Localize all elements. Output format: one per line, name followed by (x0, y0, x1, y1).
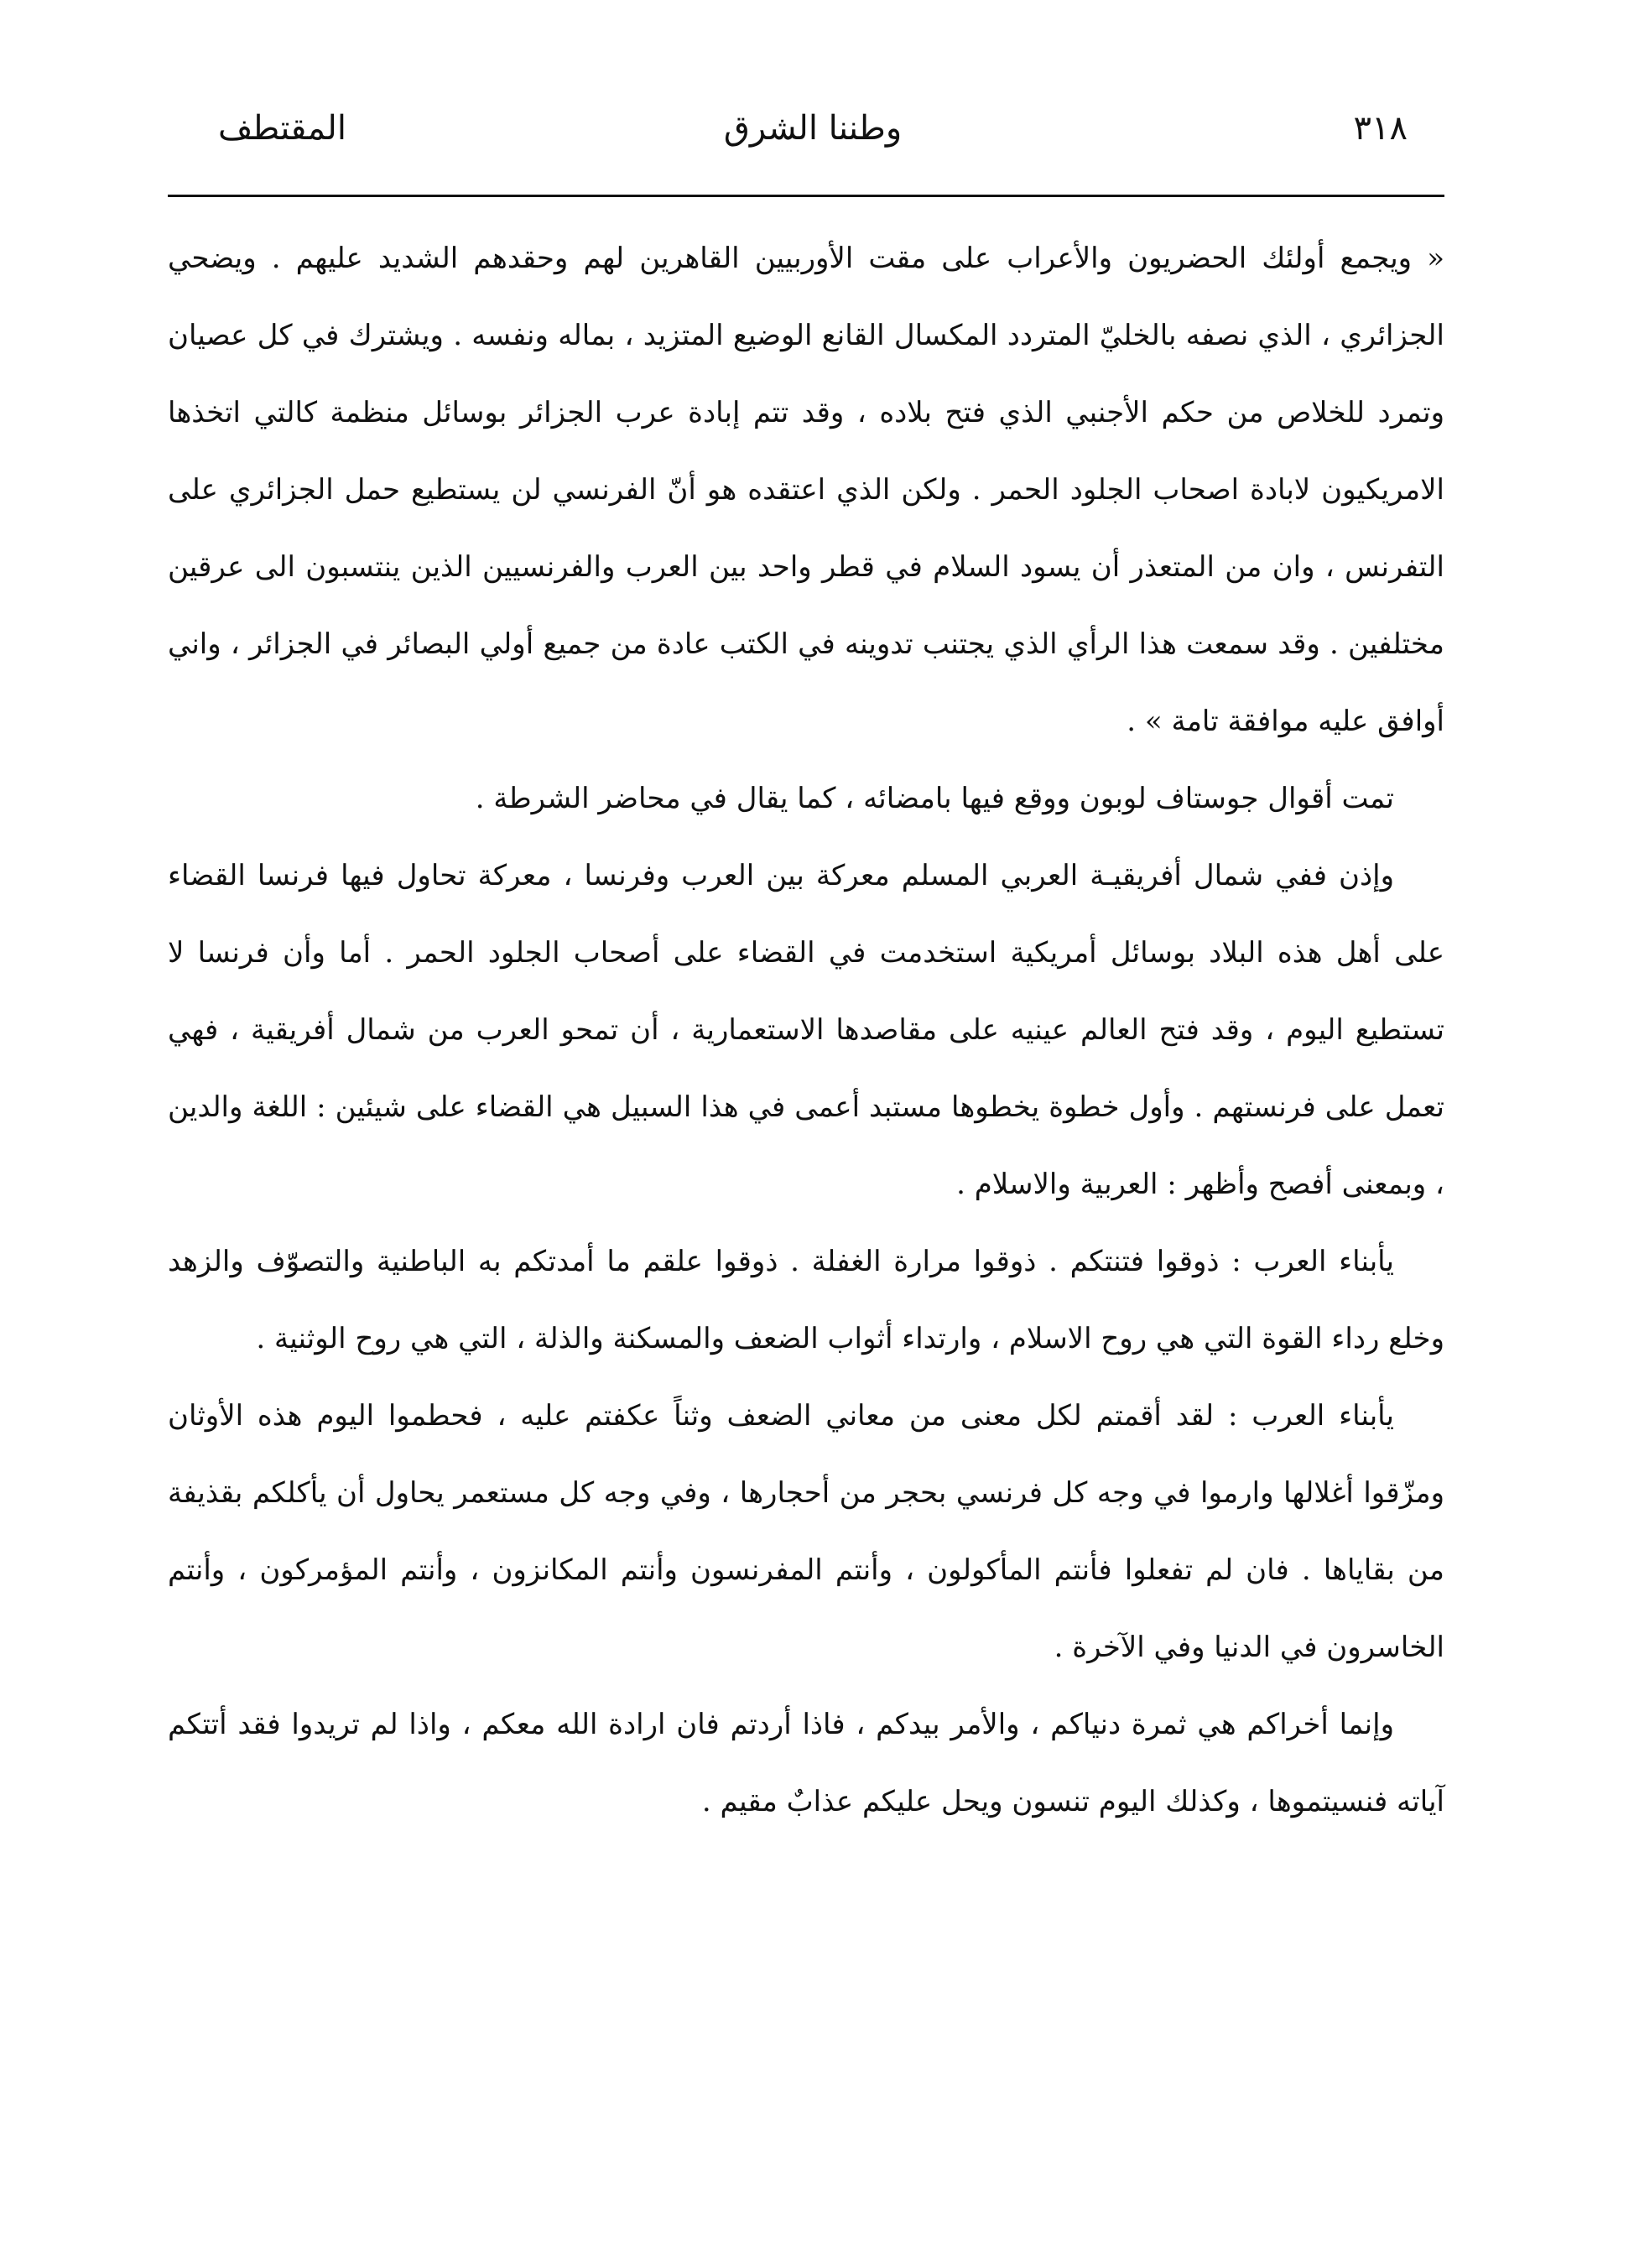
paragraph: وإنما أخراكم هي ثمرة دنياكم ، والأمر بيدكم ، فاذا أردتم فان ارادة الله معكم ، واذا لم تريدوا فقد أتتكم آياته فنسيتموها ، وكذلك اليوم تنسون ويحل عليكم عذابٌ مقيم . (168, 1708, 1444, 1818)
paragraph: تمت أقوال جوستاف لوبون ووقع فيها بامضائه ، كما يقال في محاضر الشرطة . (475, 782, 1394, 815)
page-number: ٣١٨ (1353, 109, 1408, 148)
magazine-name: المقتطف (218, 109, 346, 148)
article-title: وطننا الشرق (723, 109, 903, 148)
paragraph-quote: « ويجمع أولئك الحضريون والأعراب على مقت الأوربيين القاهرين لهم وحقدهم الشديد عليهم . ويضحي الجزائري ، الذي نصفه بالخليّ المتردد المكسال القانع الوضيع المتزيد ، بماله ونفسه . ويشترك في كل عصيان وتمرد للخلاص من حكم الأجنبي الذي فتح بلاده ، وقد تتم إبادة عرب الجزائر بوسائل منظمة كالتي اتخذها الامريكيون لابادة اصحاب الجلود الحمر . ولكن الذي اعتقده هو أنّ الفرنسي لن يستطيع حمل الجزائري على التفرنس ، وان من المتعذر أن يسود السلام في قطر واحد بين العرب والفرنسيين الذين ينتسبون الى عرقين مختلفين . وقد سمعت هذا الرأي الذي يجتنب تدوينه في الكتب عادة من جميع أولي البصائر في الجزائر ، واني أوافق عليه موافقة تامة » . (168, 242, 1444, 738)
paragraph: يأبناء العرب : لقد أقمتم لكل معنى من معاني الضعف وثناً عكفتم عليه ، فحطموا اليوم هذه الأوثان ومزّقوا أغلالها وارموا في وجه كل فرنسي بحجر من أحجارها ، وفي وجه كل مستعمر يحاول أن يأكلكم بقذيفة من بقاياها . فان لم تفعلوا فأنتم المأكولون ، وأنتم المفرنسون وأنتم المكانزون ، وأنتم المؤمركون ، وأنتم الخاسرون في الدنيا وفي الآخرة . (168, 1399, 1444, 1664)
paragraph: يأبناء العرب : ذوقوا فتنتكم . ذوقوا مرارة الغفلة . ذوقوا علقم ما أمدتكم به الباطنية والتصوّف والزهد وخلع رداء القوة التي هي روح الاسلام ، وارتداء أثواب الضعف والمسكنة والذلة ، التي هي روح الوثنية . (168, 1245, 1444, 1355)
running-header (218, 109, 1408, 168)
article-body (168, 220, 1444, 1840)
paragraph: وإذن ففي شمال أفريقيـة العربي المسلم معركة بين العرب وفرنسا ، معركة تحاول فيها فرنسا القضاء على أهل هذه البلاد بوسائل أمريكية استخدمت في القضاء على أصحاب الجلود الحمر . أما وأن فرنسا لا تستطيع اليوم ، وقد فتح العالم عينيه على مقاصدها الاستعمارية ، أن تمحو العرب من شمال أفريقية ، فهي تعمل على فرنستهم . وأول خطوة يخطوها مستبد أعمى في هذا السبيل هي القضاء على شيئين : اللغة والدين ، وبمعنى أفصح وأظهر : العربية والاسلام . (168, 859, 1444, 1201)
header-rule (168, 195, 1444, 197)
